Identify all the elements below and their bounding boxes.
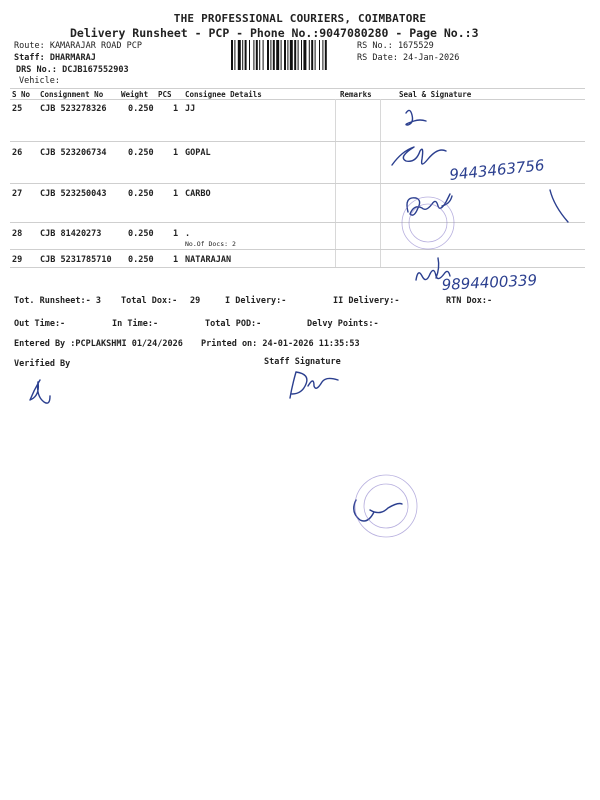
- staff-label: Staff: DHARMARAJ: [14, 53, 96, 63]
- phone-handwritten-29: 9894400339: [441, 271, 538, 294]
- row-consignment: CJB 81420273: [40, 229, 102, 239]
- printed-on: Printed on: 24-01-2026 11:35:53: [201, 339, 360, 349]
- rs-date: RS Date: 24-Jan-2026: [357, 53, 460, 63]
- row-sno: 26: [12, 148, 23, 158]
- route-label: Route: KAMARAJAR ROAD PCP: [14, 41, 142, 51]
- signature-row-25: [406, 110, 426, 125]
- staff-signature-label: Staff Signature: [264, 357, 341, 367]
- out-time: Out Time:-: [14, 319, 66, 329]
- rs-number: RS No.: 1675529: [357, 41, 434, 51]
- drs-label: DRS No.:: [16, 65, 57, 75]
- col-consignee: Consignee Details: [185, 90, 262, 99]
- verified-by-label: Verified By: [14, 359, 71, 369]
- row-weight: 0.250: [128, 229, 154, 239]
- row-weight: 0.250: [128, 255, 154, 265]
- pen-stroke: [550, 190, 568, 222]
- ii-delivery: II Delivery:-: [333, 296, 400, 306]
- row-docs-note: No.Of Docs: 2: [185, 240, 236, 248]
- row-sno: 27: [12, 189, 23, 199]
- row-pcs: 1: [173, 189, 179, 199]
- total-dox-label: Total Dox:-: [121, 296, 178, 306]
- rtn-dox: RTN Dox:-: [446, 296, 493, 306]
- staff-signature-mark: [290, 372, 338, 398]
- bottom-stamp-inner: [364, 484, 408, 528]
- row-pcs: 1: [173, 255, 179, 265]
- signature-row-26: [392, 147, 446, 165]
- col-consignment: Consignment No: [40, 90, 104, 99]
- row-consignment: CJB 523206734: [40, 148, 107, 158]
- stamp-signature: [354, 500, 402, 521]
- verified-by-signature: [30, 380, 50, 403]
- tot-runsheet: Tot. Runsheet:- 3: [14, 296, 101, 306]
- col-pcs: PCS: [158, 90, 172, 99]
- col-sno: S No: [12, 90, 31, 99]
- total-dox-value: 29: [190, 296, 201, 306]
- row-sno: 25: [12, 104, 23, 114]
- row-sno: 28: [12, 229, 23, 239]
- row-pcs: 1: [173, 148, 179, 158]
- in-time: In Time:-: [112, 319, 159, 329]
- i-delivery: I Delivery:-: [225, 296, 287, 306]
- vehicle-label: Vehicle:: [19, 76, 60, 86]
- stamp-circle-row-27-inner: [409, 204, 447, 242]
- row-weight: 0.250: [128, 189, 154, 199]
- row-consignee: .: [185, 229, 191, 239]
- total-pod: Total POD:-: [205, 319, 262, 329]
- row-consignee: JJ: [185, 104, 196, 114]
- row-consignee: NATARAJAN: [185, 255, 232, 265]
- row-weight: 0.250: [128, 104, 154, 114]
- col-weight: Weight: [121, 90, 149, 99]
- row-pcs: 1: [173, 229, 179, 239]
- row-weight: 0.250: [128, 148, 154, 158]
- col-seal-signature: Seal & Signature: [399, 90, 472, 99]
- entered-by: Entered By :PCPLAKSHMI 01/24/2026: [14, 339, 183, 349]
- row-consignment: CJB 5231785710: [40, 255, 112, 265]
- row-pcs: 1: [173, 104, 179, 114]
- phone-handwritten-26: 9443463756: [448, 156, 546, 184]
- row-sno: 29: [12, 255, 23, 265]
- row-consignee: CARBO: [185, 189, 211, 199]
- stamp-circle-row-27: [402, 197, 454, 249]
- company-name: THE PROFESSIONAL COURIERS, COIMBATORE: [173, 12, 427, 25]
- row-consignment: CJB 523278326: [40, 104, 107, 114]
- drs-value: DCJB167552903: [62, 65, 129, 75]
- delvy-points: Delvy Points:-: [307, 319, 379, 329]
- runsheet-title: Delivery Runsheet - PCP - Phone No.:9047080280 - Page No.:3: [70, 26, 479, 40]
- col-remarks: Remarks: [340, 90, 372, 99]
- row-consignee: GOPAL: [185, 148, 211, 158]
- row-consignment: CJB 523250043: [40, 189, 107, 199]
